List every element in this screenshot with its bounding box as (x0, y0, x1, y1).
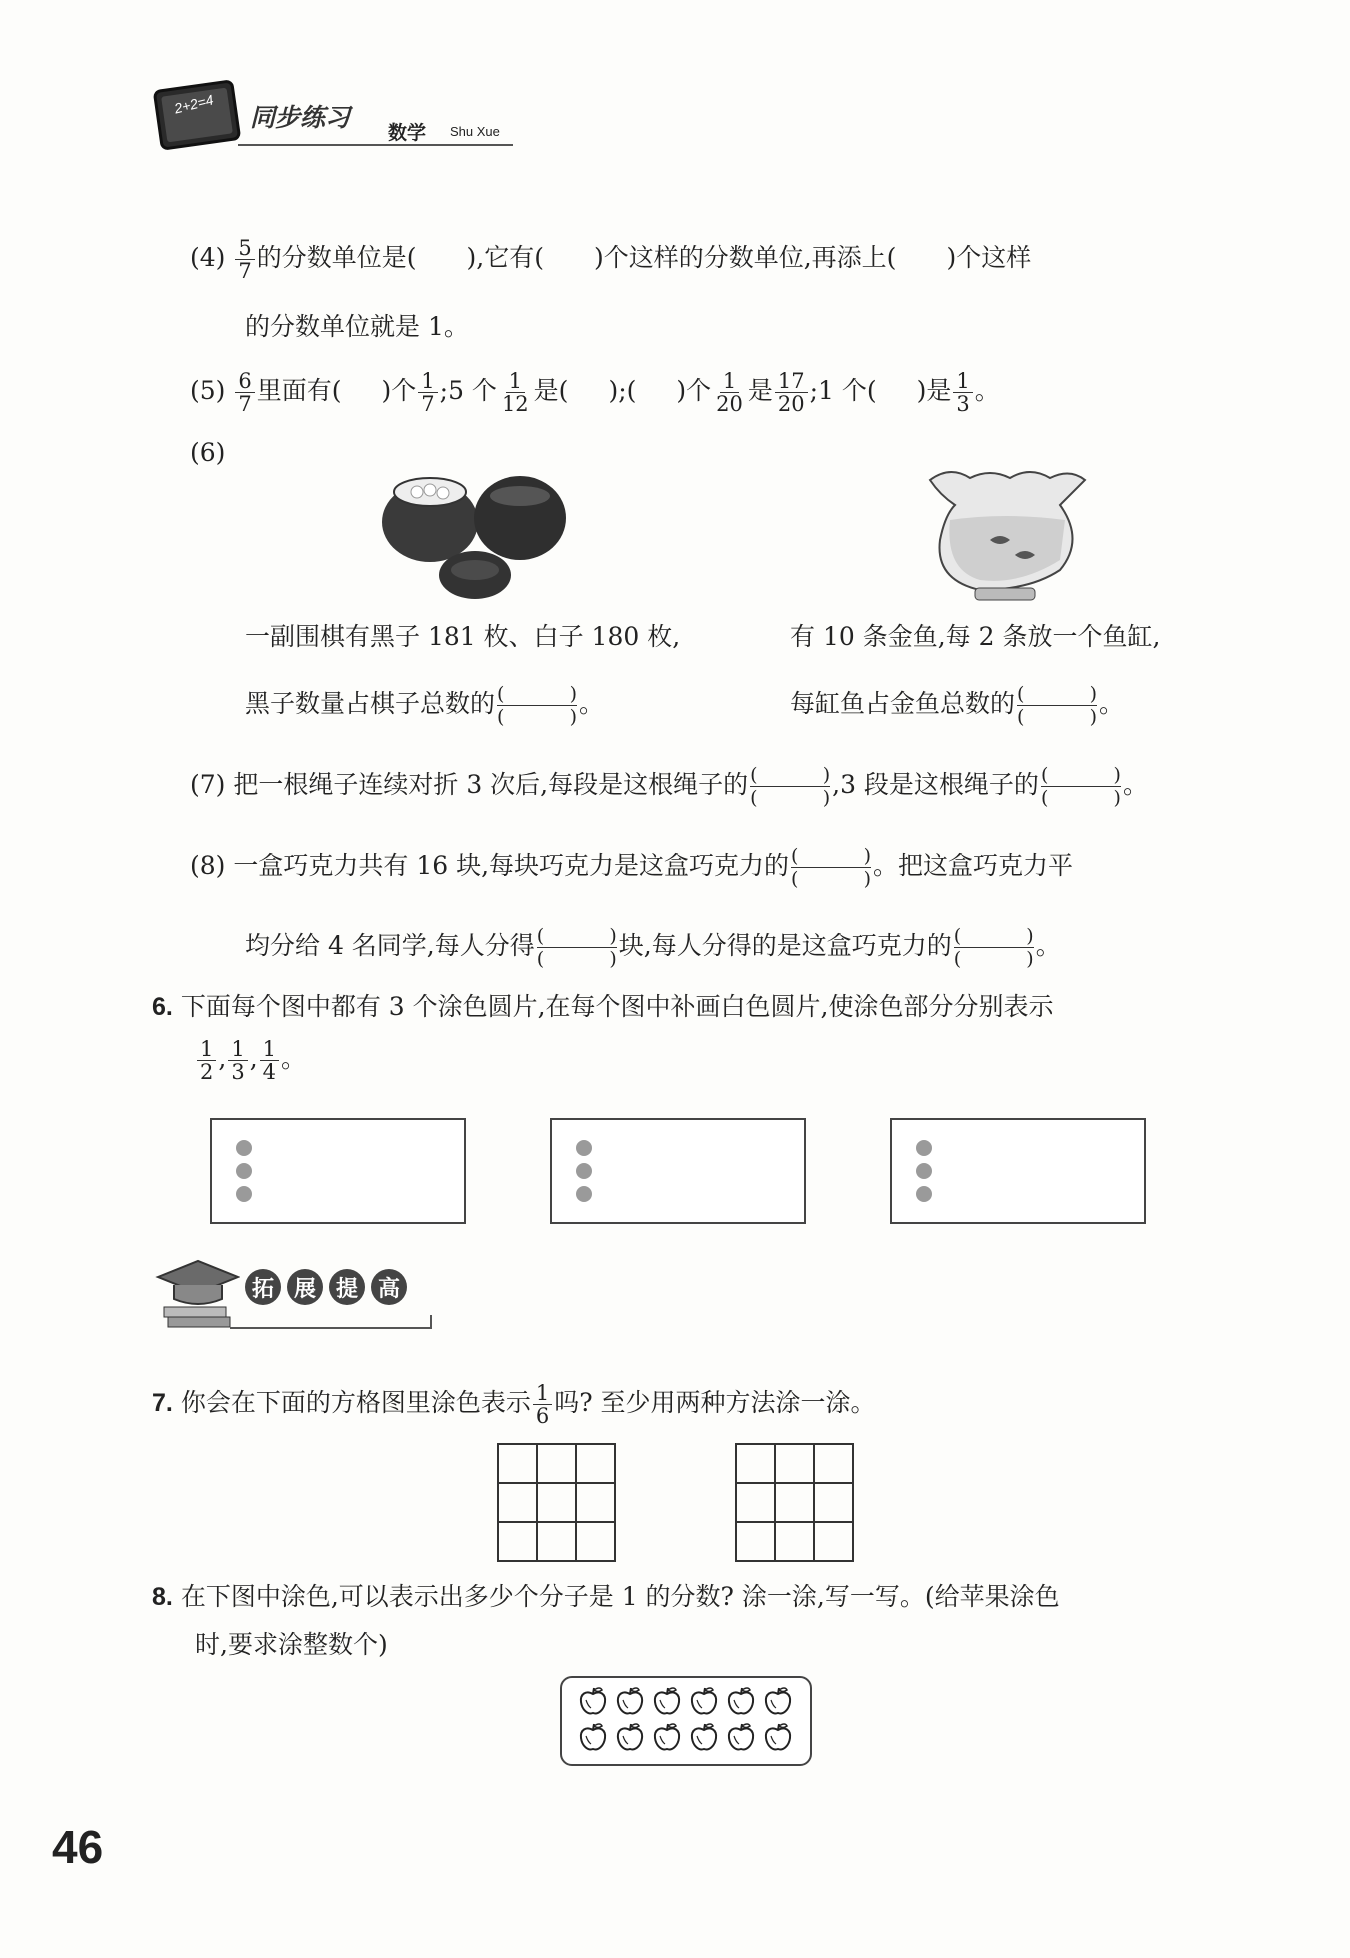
fraction-6-7: $\frac{6}{7}$ (235, 370, 254, 415)
grid-cell[interactable] (736, 1522, 775, 1561)
page-number: 46 (52, 1821, 104, 1873)
shaded-disc (236, 1163, 252, 1179)
q6-left-line1: 一副围棋有黑子 181 枚、白子 180 枚, (245, 622, 681, 651)
q5-line: (5) $\frac{6}{7}$ 里面有( )个 $\frac{1}{7}$ ;5 个 $\frac{1}{12}$ 是( );( )个 $\frac{1}{20}$ 是 $\frac{17}{20}$ ;1 个( )是 $\frac{1}{3}$ 。 (190, 369, 1000, 416)
shaded-disc (576, 1163, 592, 1179)
grid-cell[interactable] (498, 1444, 537, 1483)
apple-icon[interactable] (724, 1720, 758, 1754)
answer-fraction-blank[interactable]: ( ) ( ) (953, 925, 1034, 970)
grid-cell[interactable] (537, 1522, 576, 1561)
q6-number: (6) (190, 438, 226, 467)
apple-icon[interactable] (724, 1684, 758, 1718)
problem-8-line1: 8. 在下图中涂色,可以表示出多少个分子是 1 的分数? 涂一涂,写一写。(给苹果涂色 (152, 1582, 1060, 1611)
grid-3x3-b[interactable] (735, 1443, 854, 1562)
shaded-disc (916, 1163, 932, 1179)
grid-cell[interactable] (537, 1483, 576, 1522)
fishbowl-image (920, 460, 1090, 610)
q7-line: (7) 把一根绳子连续对折 3 次后,每段是这根绳子的 ( ) ( ) ,3 段是这根绳子的 ( ) ( ) 。 (190, 764, 1148, 809)
apple-icon[interactable] (613, 1684, 647, 1718)
apple-box (560, 1676, 812, 1766)
shaded-disc (576, 1140, 592, 1156)
problem-8-line2: 时,要求涂整数个) (195, 1630, 388, 1659)
q4-line2: 的分数单位就是 1。 (245, 312, 469, 341)
q8-line2: 均分给 4 名同学,每人分得 ( ) ( ) 块,每人分得的是这盒巧克力的 ( ) ( ) 。 (245, 925, 1061, 970)
disc-box-1[interactable] (210, 1118, 466, 1224)
q4-number: (4) (190, 243, 226, 272)
section-title (245, 1269, 407, 1305)
disc-box-2[interactable] (550, 1118, 806, 1224)
apple-icon[interactable] (761, 1720, 795, 1754)
apple-icon[interactable] (687, 1720, 721, 1754)
apple-icon[interactable] (576, 1684, 610, 1718)
shaded-disc (236, 1140, 252, 1156)
shaded-disc (916, 1140, 932, 1156)
answer-fraction-blank[interactable]: ( ) ( ) (497, 683, 578, 728)
q6-right-line2: 每缸鱼占金鱼总数的 ( ) ( ) 。 (790, 683, 1125, 728)
header-title: 同步练习 (250, 104, 351, 132)
problem-6-line1: 6. 下面每个图中都有 3 个涂色圆片,在每个图中补画白色圆片,使涂色部分分别表示 (152, 992, 1054, 1021)
section-char: 提 (329, 1269, 365, 1305)
section-char: 展 (287, 1269, 323, 1305)
section-rule (230, 1315, 432, 1329)
fraction-1-7: $\frac{1}{7}$ (418, 370, 437, 415)
grid-cell[interactable] (576, 1522, 615, 1561)
grid-cell[interactable] (537, 1444, 576, 1483)
fraction-5-7: $\frac{5}{7}$ (235, 237, 254, 282)
fraction-1-4: $\frac{1}{4}$ (260, 1038, 279, 1083)
grid-cell[interactable] (576, 1444, 615, 1483)
grid-cell[interactable] (814, 1483, 853, 1522)
answer-fraction-blank[interactable]: ( ) ( ) (1040, 764, 1121, 809)
section-char: 高 (371, 1269, 407, 1305)
answer-fraction-blank[interactable]: ( ) ( ) (536, 925, 617, 970)
apple-icon[interactable] (761, 1684, 795, 1718)
grid-cell[interactable] (814, 1522, 853, 1561)
grid-cell[interactable] (814, 1444, 853, 1483)
graduation-cap-icon (150, 1255, 240, 1335)
grid-cell[interactable] (498, 1522, 537, 1561)
answer-fraction-blank[interactable]: ( ) ( ) (1017, 683, 1098, 728)
fraction-17-20: $\frac{17}{20}$ (775, 370, 808, 415)
q6-left-line2: 黑子数量占棋子总数的 ( ) ( ) 。 (245, 683, 605, 728)
fraction-1-3: $\frac{1}{3}$ (228, 1038, 247, 1083)
header-rule (238, 144, 513, 146)
grid-cell[interactable] (576, 1483, 615, 1522)
header-badge (150, 72, 520, 162)
apple-icon[interactable] (650, 1720, 684, 1754)
grid-cell[interactable] (775, 1483, 814, 1522)
shaded-disc (236, 1186, 252, 1202)
fraction-1-2: $\frac{1}{2}$ (197, 1038, 216, 1083)
section-char: 拓 (245, 1269, 281, 1305)
shaded-disc (916, 1186, 932, 1202)
section-header (150, 1255, 440, 1335)
blackboard-icon (150, 72, 245, 162)
fraction-1-3: $\frac{1}{3}$ (953, 370, 972, 415)
apple-icon[interactable] (687, 1684, 721, 1718)
problem-7-line: 7. 你会在下面的方格图里涂色表示 $\frac{1}{6}$ 吗? 至少用两种方法涂一涂。 (152, 1381, 876, 1428)
answer-fraction-blank[interactable]: ( ) ( ) (791, 845, 872, 890)
fraction-1-6: $\frac{1}{6}$ (533, 1382, 552, 1427)
fraction-1-12: $\frac{1}{12}$ (501, 369, 529, 416)
answer-fraction-blank[interactable]: ( ) ( ) (750, 764, 831, 809)
q4-line1: (4) $\frac{5}{7}$ 的分数单位是( ),它有( )个这样的分数单位,再添上( )个这样 (190, 236, 1032, 283)
header-pinyin: Shu Xue (450, 124, 500, 139)
grid-cell[interactable] (736, 1483, 775, 1522)
shaded-disc (576, 1186, 592, 1202)
q6-right-line1: 有 10 条金鱼,每 2 条放一个鱼缸, (790, 622, 1161, 651)
apple-icon[interactable] (650, 1684, 684, 1718)
grid-3x3-a[interactable] (497, 1443, 616, 1562)
grid-cell[interactable] (498, 1483, 537, 1522)
problem-6-line2: $\frac{1}{2}$ , $\frac{1}{3}$ , $\frac{1}{4}$ 。 (195, 1038, 306, 1083)
header-subject: 数学 (388, 123, 427, 144)
apple-icon[interactable] (576, 1720, 610, 1754)
fraction-1-20: $\frac{1}{20}$ (716, 369, 743, 416)
apple-icon[interactable] (613, 1720, 647, 1754)
board-text: 2+2=4 (172, 91, 216, 117)
grid-cell[interactable] (775, 1444, 814, 1483)
go-bowls-image (375, 460, 575, 610)
q8-line1: (8) 一盒巧克力共有 16 块,每块巧克力是这盒巧克力的 ( ) ( ) 。把这盒巧克力平 (190, 845, 1074, 890)
grid-cell[interactable] (775, 1522, 814, 1561)
grid-cell[interactable] (736, 1444, 775, 1483)
disc-box-3[interactable] (890, 1118, 1146, 1224)
apple-grid (576, 1684, 797, 1756)
